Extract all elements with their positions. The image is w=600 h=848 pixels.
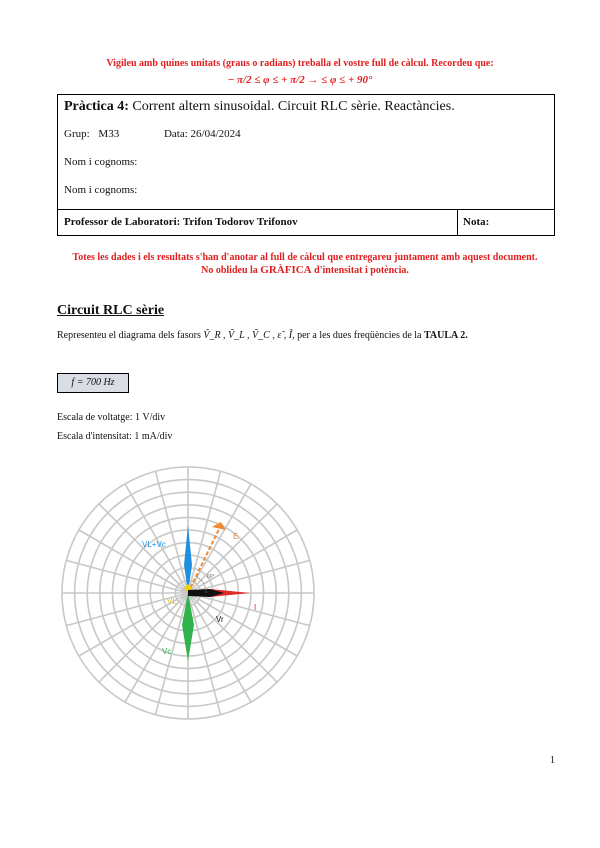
instruction-table: TAULA 2. — [424, 330, 468, 341]
phasor-vc — [182, 593, 194, 661]
practice-name: Corrent altern sinusoidal. Circuit RLC sèrie. Reactàncies. — [132, 99, 455, 114]
phasor-diagram — [60, 465, 320, 725]
notice-emphasis: GRÀFICA — [260, 264, 312, 276]
date-value: 26/04/2024 — [190, 128, 241, 140]
practice-label: Pràctica 4: — [64, 99, 129, 114]
instruction-prefix: Representeu el diagrama dels fasors — [57, 330, 201, 341]
data-notice — [60, 251, 550, 277]
professor-label: Professor de Laboratori: — [64, 216, 181, 228]
label-vl-vc: VL+Vc — [142, 540, 166, 549]
practice-title — [64, 99, 455, 115]
group-value: M33 — [98, 128, 120, 140]
label-i: I — [254, 603, 257, 612]
instructions — [57, 330, 468, 341]
frequency-box: f = 700 Hz — [57, 373, 129, 393]
date-label: Data: — [163, 128, 188, 140]
voltage-scale: Escala de voltatge: 1 V/div — [57, 412, 166, 423]
grade-label: Nota: — [463, 216, 490, 228]
group-row — [64, 128, 241, 140]
label-vc: Vc — [162, 647, 172, 656]
instruction-phasors: Ṽ_R , Ṽ_L , Ṽ_C , ε̃ , Ĩ, — [203, 330, 295, 341]
notice-suffix: d'intensitat i potència. — [314, 265, 409, 276]
notice-line-2 — [60, 264, 550, 277]
professor-row — [64, 216, 298, 228]
notice-line-1: Totes les dades i els resultats s'han d'anotar al full de càlcul que entregareu juntament amb aquest document. — [72, 252, 538, 263]
instruction-suffix: per a les dues freqüències de la — [297, 330, 422, 341]
group-label: Grup: — [64, 128, 90, 140]
label-angle: 60° — [207, 574, 215, 580]
phase-range-formula: − π/2 ≤ φ ≤ + π/2 → ≤ φ ≤ + 90° — [227, 74, 373, 86]
name-field-1: Nom i cognoms: — [64, 156, 138, 168]
label-e: E — [233, 532, 239, 541]
section-title: Circuit RLC sèrie — [57, 303, 165, 318]
units-warning: Vigileu amb quines unitats (graus o radians) treballa el vostre full de càlcul. Recordeu que: — [106, 58, 494, 69]
name-field-2: Nom i cognoms: — [64, 184, 138, 196]
professor-name: Trifon Todorov Trifonov — [182, 216, 298, 228]
divider — [58, 209, 554, 210]
divider-vertical — [457, 209, 458, 235]
page-number: 1 — [550, 755, 555, 766]
notice-prefix: No oblideu la — [201, 265, 258, 276]
label-vr: Vr — [216, 615, 224, 624]
current-scale: Escala d'intensitat: 1 mA/div — [57, 431, 173, 442]
label-vl: VL — [167, 597, 177, 606]
header-form — [57, 94, 555, 236]
